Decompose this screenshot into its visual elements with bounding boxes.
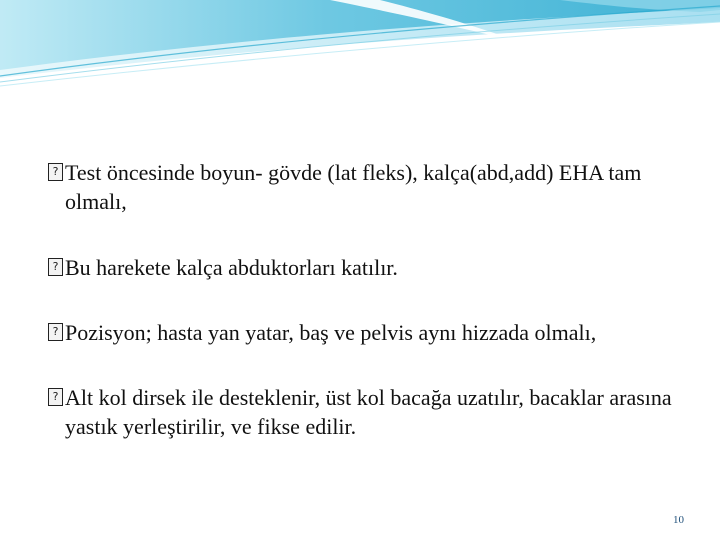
- bullet-text: Pozisyon; hasta yan yatar, baş ve pelvis aynı hizzada olmalı,: [65, 320, 597, 345]
- list-item: [48, 253, 688, 282]
- header-wave-decoration: [0, 0, 720, 90]
- bullet-marker-icon: ?: [48, 388, 63, 406]
- bullet-text: Test öncesinde boyun- gövde (lat fleks), kalça(abd,add) EHA tam olmalı,: [65, 160, 642, 214]
- bullet-marker-icon: ?: [48, 163, 63, 181]
- bullet-marker-icon: ?: [48, 258, 63, 276]
- bullet-list: [48, 158, 688, 441]
- bullet-text: Alt kol dirsek ile desteklenir, üst kol bacağa uzatılır, bacaklar arasına yastık yerleştirilir, ve fikse edilir.: [65, 385, 672, 439]
- list-item: [48, 318, 688, 347]
- bullet-text: Bu harekete kalça abduktorları katılır.: [65, 255, 398, 280]
- page-number: 10: [673, 514, 684, 526]
- bullet-marker-icon: ?: [48, 323, 63, 341]
- list-item: [48, 158, 688, 216]
- list-item: [48, 383, 688, 441]
